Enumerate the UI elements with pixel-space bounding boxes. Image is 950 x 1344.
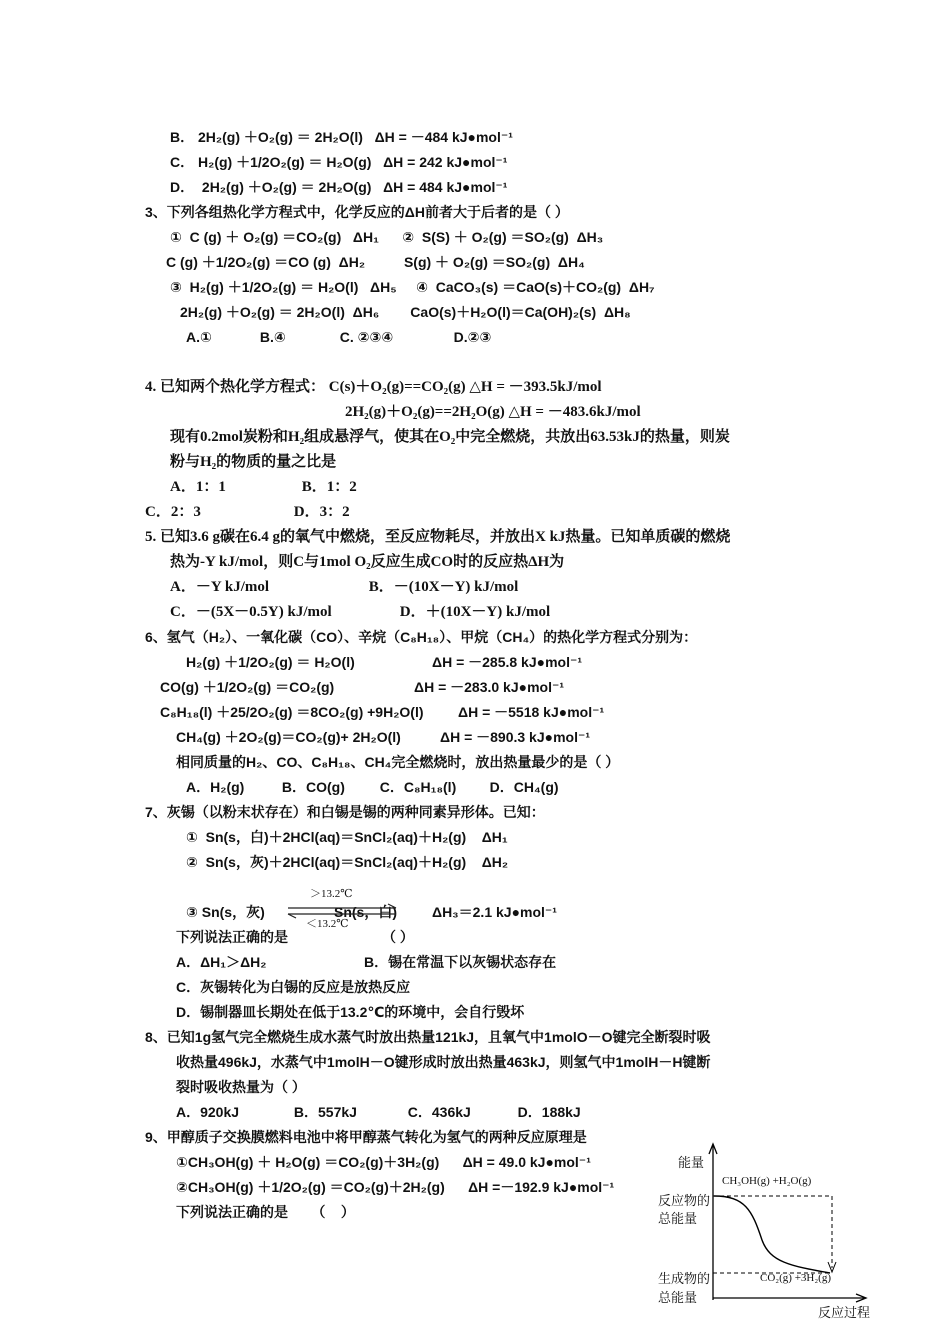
q8-option-a: A．920kJ [176, 1104, 240, 1120]
graph-y-axis-label: 能量 [678, 1155, 705, 1170]
q7-condition-above: ＞13.2℃ [310, 888, 353, 900]
q7-option-c: C．灰锡转化为白锡的反应是放热反应 [176, 979, 411, 995]
q6-eq-3: C₈H₁₈(l) ＋25/2O₂(g) ＝8CO₂(g) +9H₂O(l) [160, 704, 424, 720]
q4-option-a: A．1：1 [170, 479, 226, 495]
q7-reaction-3-left: ③ Sn(s，灰) [186, 904, 265, 920]
graph-x-axis-label: 反应过程 [818, 1305, 871, 1320]
q6-dh-3: ΔH = －5518 kJ●mol⁻¹ [458, 704, 605, 720]
q9-stem: 9、甲醇质子交换膜燃料电池中将甲醇蒸气转化为氢气的两种反应原理是 [145, 1129, 587, 1145]
q2-option-d-equation: 2H₂(g) ＋O₂(g) ＝ 2H₂O(g) [201, 179, 372, 195]
q3-row-2: C (g) ＋1/2O₂(g) ＝CO (g) ΔH₂ S(g) ＋ O₂(g) ＝SO₂(g) ΔH₄ [166, 254, 585, 270]
q2-option-c-equation: H₂(g) ＋1/2O₂(g) ＝ H₂O(g) [198, 154, 372, 170]
q5-option-a: A．－Y kJ/mol [170, 579, 270, 595]
q8-option-b: B．557kJ [293, 1104, 357, 1120]
q2-option-d-enthalpy: ΔH = 484 kJ●mol⁻¹ [383, 179, 508, 195]
q5-options-cd [170, 603, 550, 621]
q2-option-b-enthalpy: ΔH = －484 kJ●mol⁻¹ [374, 129, 513, 145]
q6-question: 相同质量的H₂、CO、C₈H₁₈、CH₄完全燃烧时，放出热量最少的是（ ） [176, 754, 620, 770]
q3-option-b: B.④ [259, 329, 286, 345]
q4-option-b: B．1：2 [301, 479, 357, 495]
q2-option-c [170, 153, 507, 171]
q9-reaction-2: ②CH₃OH(g) ＋1/2O₂(g) ＝CO₂(g)＋2H₂(g) ΔH =－192.9 kJ●mol⁻¹ [176, 1179, 615, 1195]
q5-stem-2: 热为-Y kJ/mol，则C与1mol O₂反应生成CO时的反应热ΔH为 [170, 554, 565, 570]
q2-option-c-enthalpy: ΔH = 242 kJ●mol⁻¹ [383, 154, 508, 170]
q9-reaction-1: ①CH₃OH(g) ＋ H₂O(g) ＝CO₂(g)＋3H₂(g) ΔH = 49.0 kJ●mol⁻¹ [176, 1154, 591, 1170]
q3-options [186, 328, 491, 346]
q6-dh-1: ΔH = －285.8 kJ●mol⁻¹ [432, 654, 583, 670]
q6-option-d: D．CH₄(g) [489, 779, 559, 795]
q5-option-b: B．－(10X－Y) kJ/mol [368, 579, 519, 595]
q6-eq-1: H₂(g) ＋1/2O₂(g) ＝ H₂O(l) [186, 654, 355, 670]
q7-reaction-2: ② Sn(s，灰)＋2HCl(aq)＝SnCl₂(aq)＋H₂(g) ΔH₂ [186, 854, 509, 870]
q4-options-cd [145, 503, 350, 521]
q4-option-c: C．2：3 [145, 504, 201, 520]
graph-reactant-label-2: 总能量 [658, 1211, 698, 1226]
q3-option-c: C. ②③④ [339, 329, 394, 345]
graph-bottom-species: CO₂(g) +3H₂(g) [760, 1272, 832, 1284]
q2-option-c-label: C． [170, 154, 195, 170]
q6-eq-2: CO(g) ＋1/2O₂(g) ＝CO₂(g) [160, 679, 335, 695]
q7-answer-paren: （ ） [382, 929, 414, 945]
q4-equation-2: 2H₂(g)＋O₂(g)==2H₂O(g) △H = －483.6kJ/mol [345, 404, 641, 420]
q7-option-b: B．锡在常温下以灰锡状态存在 [364, 954, 557, 970]
q3-option-d: D.②③ [453, 329, 492, 345]
q6-eq-4: CH₄(g) ＋2O₂(g)＝CO₂(g)+ 2H₂O(l) [176, 729, 401, 745]
energy-diagram [700, 1140, 870, 1305]
q3-row-1: ① C (g) ＋ O₂(g) ＝CO₂(g) ΔH₁ ② S(S) ＋ O₂(g) ＝SO₂(g) ΔH₃ [170, 229, 604, 245]
q3-row-4: 2H₂(g) ＋O₂(g) ＝ 2H₂O(l) ΔH₆ CaO(s)＋H₂O(l)＝Ca(OH)₂(s) ΔH₈ [180, 304, 631, 320]
q2-option-d [170, 178, 507, 196]
q6-stem: 6、氢气（H₂）、一氧化碳（CO）、辛烷（C₈H₁₈）、甲烷（CH₄）的热化学方程式分别为： [145, 629, 698, 645]
q8-option-c: C．436kJ [407, 1104, 471, 1120]
q8-line-3: 裂时吸收热量为（ ） [176, 1079, 306, 1095]
graph-product-label-1: 生成物的 [658, 1271, 711, 1286]
q7-option-a: A．ΔH₁＞ΔH₂ [176, 954, 267, 970]
q2-option-b-equation: 2H₂(g) ＋O₂(g) ＝ 2H₂O(l) [198, 129, 363, 145]
q2-option-d-label: D． [170, 179, 195, 195]
q6-option-a: A．H₂(g) [186, 779, 245, 795]
q2-option-b [170, 128, 513, 146]
q8-options [176, 1103, 581, 1121]
q6-option-b: B．CO(g) [281, 779, 345, 795]
q4-body-2: 粉与H₂的物质的量之比是 [170, 454, 337, 470]
graph-top-species: CH₃OH(g) +H₂O(g) [722, 1175, 812, 1187]
q7-reaction-3-enthalpy: ΔH₃＝2.1 kJ●mol⁻¹ [432, 904, 557, 920]
q5-options-ab [170, 578, 518, 596]
q4-option-d: D．3：2 [293, 504, 350, 520]
q3-stem: 3、下列各组热化学方程式中，化学反应的ΔH前者大于后者的是（ ） [145, 204, 569, 220]
q7-option-d: D．锡制器皿长期处在低于13.2℃的环境中，会自行毁坏 [176, 1004, 525, 1020]
q8-option-d: D．188kJ [517, 1104, 581, 1120]
q4-options-ab [170, 478, 357, 496]
q8-line-2: 收热量496kJ，水蒸气中1molH－O键形成时放出热量463kJ，则氢气中1molH－H键断 [176, 1054, 711, 1070]
q2-option-b-label: B． [170, 129, 195, 145]
q6-option-c: C．C₈H₁₈(l) [379, 779, 457, 795]
q3-row-3: ③ H₂(g) ＋1/2O₂(g) ＝ H₂O(l) ΔH₅ ④ CaCO₃(s) ＝CaO(s)＋CO₂(g) ΔH₇ [170, 279, 655, 295]
graph-reactant-label-1: 反应物的 [658, 1193, 711, 1208]
q4-stem: 4. 已知两个热化学方程式： C(s)＋O₂(g)==CO₂(g) △H = －393.5kJ/mol [145, 379, 602, 395]
q6-options [186, 778, 559, 796]
q3-option-a: A.① [186, 329, 212, 345]
q6-dh-4: ΔH = －890.3 kJ●mol⁻¹ [440, 729, 591, 745]
q7-reaction-1: ① Sn(s，白)＋2HCl(aq)＝SnCl₂(aq)＋H₂(g) ΔH₁ [186, 829, 508, 845]
graph-product-label-2: 总能量 [658, 1290, 698, 1305]
q7-stem: 7、灰锡（以粉末状存在）和白锡是锡的两种同素异形体。已知： [145, 804, 545, 820]
q4-body-1: 现有0.2mol炭粉和H₂组成悬浮气，使其在O₂中完全燃烧，共放出63.53kJ的热量，则炭 [170, 429, 730, 445]
q7-reaction-3-right: Sn(s，白) [334, 904, 397, 920]
q5-option-c: C．－(5X－0.5Y) kJ/mol [170, 604, 332, 620]
q9-question: 下列说法正确的是 （ ） [176, 1204, 355, 1220]
graph-energy-curve [714, 1196, 830, 1273]
q7-condition-below: ＜13.2℃ [306, 918, 349, 930]
q6-dh-2: ΔH = －283.0 kJ●mol⁻¹ [414, 679, 565, 695]
q8-line-1: 8、已知1g氢气完全燃烧生成水蒸气时放出热量121kJ，且氧气中1molO－O键完全断裂时吸 [145, 1029, 711, 1045]
q5-stem-1: 5. 已知3.6 g碳在6.4 g的氧气中燃烧，至反应物耗尽，并放出X kJ热量。已知单质碳的燃烧 [145, 529, 731, 545]
q5-option-d: D．＋(10X－Y) kJ/mol [399, 604, 551, 620]
q7-question: 下列说法正确的是 [176, 929, 288, 945]
